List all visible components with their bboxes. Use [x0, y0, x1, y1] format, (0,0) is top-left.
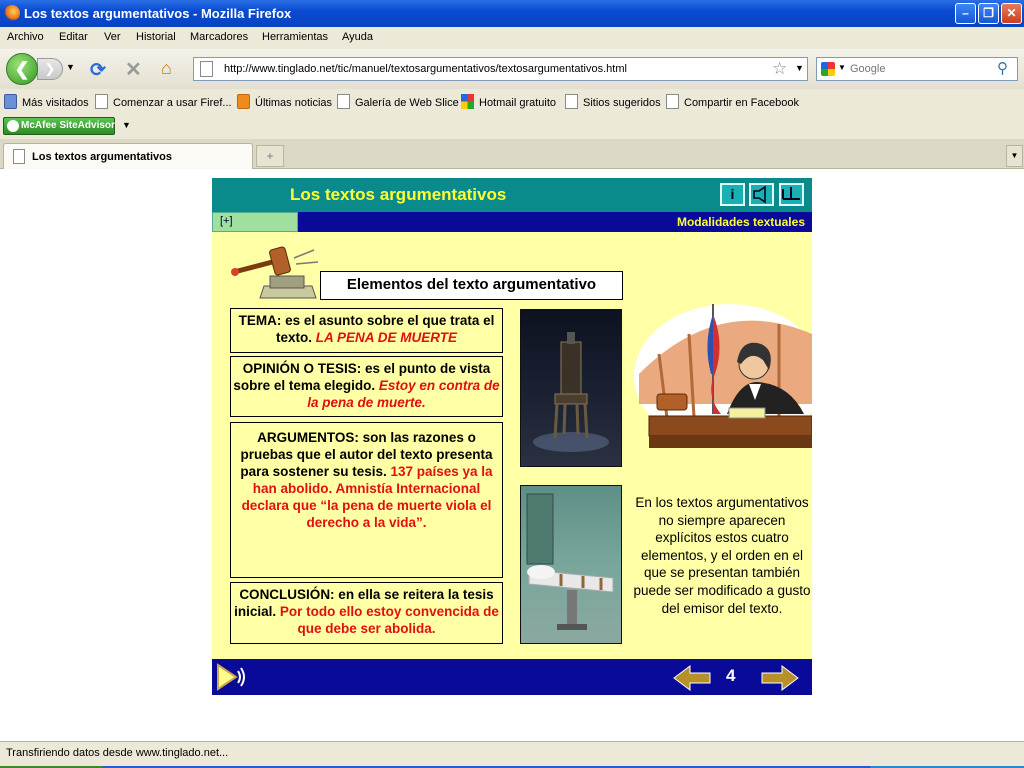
- bookmark-compartir-facebook[interactable]: Compartir en Facebook: [666, 94, 799, 109]
- gavel-icon: [230, 242, 322, 302]
- stop-icon[interactable]: ✕: [125, 59, 142, 81]
- tesis-box: [230, 356, 503, 417]
- page-icon: [200, 61, 213, 77]
- page-icon: [13, 149, 25, 164]
- argumentos-box: [230, 422, 503, 578]
- conclusion-box: [230, 582, 503, 644]
- slide-subtitle: Modalidades textuales: [676, 215, 805, 229]
- argumentos-text: ARGUMENTOS: son las razones o pruebas que el autor del texto presenta para sostener su tesis.: [240, 430, 493, 479]
- mcafee-toolbar: [0, 114, 1024, 139]
- next-arrow-button[interactable]: [760, 664, 800, 692]
- slide-header: [212, 178, 812, 212]
- tema-box: [230, 308, 503, 353]
- bookmark-hotmail[interactable]: Hotmail gratuito: [461, 94, 556, 109]
- slide-subbar: [212, 212, 812, 232]
- slide: [212, 178, 812, 695]
- url-text[interactable]: http://www.tinglado.net/tic/manuel/textosargumentativos/textosargumentativos.html: [224, 63, 627, 75]
- electric-chair-photo: [520, 309, 622, 467]
- expand-button[interactable]: [+]: [212, 212, 298, 232]
- web-content: [0, 170, 1024, 741]
- status-bar: [0, 741, 1024, 768]
- firefox-icon: [4, 5, 20, 21]
- index-icon: [781, 185, 802, 204]
- page-icon: [565, 94, 578, 109]
- search-icon[interactable]: ⚲: [997, 60, 1008, 77]
- folder-icon: [4, 94, 17, 109]
- check-icon: [7, 120, 19, 132]
- bookmark-ultimas-noticias[interactable]: Últimas noticias: [237, 94, 332, 109]
- bookmark-galeria-web-slice[interactable]: Galería de Web Slice: [337, 94, 459, 109]
- tab-bar: [0, 139, 1024, 169]
- menu-ver[interactable]: Ver: [104, 31, 121, 43]
- mcafee-siteadvisor-button[interactable]: McAfee SiteAdvisor: [3, 117, 115, 135]
- page-number: 4: [726, 666, 736, 685]
- argumentos-example: 137 países ya la han abolido. Amnistía Internacional declara que “la pena de muerte viola el derecho a la vida”.: [241, 464, 493, 530]
- search-box[interactable]: [816, 57, 1018, 81]
- close-button[interactable]: ✕: [1001, 3, 1022, 24]
- url-dropdown-icon[interactable]: ▼: [795, 63, 804, 73]
- judge-illustration: [629, 304, 812, 469]
- bookmark-mas-visitados[interactable]: Más visitados: [4, 94, 89, 109]
- forward-button[interactable]: ❯: [37, 58, 63, 80]
- status-text: Transfiriendo datos desde www.tinglado.net...: [6, 747, 229, 759]
- tesis-example: Estoy en contra de la pena de muerte.: [307, 378, 500, 410]
- slide-title: Los textos argumentativos: [290, 185, 507, 204]
- index-button[interactable]: [779, 183, 804, 206]
- history-dropdown-icon[interactable]: ▼: [66, 62, 75, 72]
- window-title: Los textos argumentativos - Mozilla Firefox: [24, 6, 292, 21]
- speaker-button[interactable]: [749, 183, 774, 206]
- info-button[interactable]: i: [720, 183, 745, 206]
- search-engine-dropdown-icon[interactable]: ▼: [838, 63, 846, 72]
- bookmark-star-icon[interactable]: ☆: [772, 59, 788, 78]
- menu-herramientas[interactable]: Herramientas: [262, 31, 329, 43]
- menu-editar[interactable]: Editar: [59, 31, 88, 43]
- slide-footer: [212, 659, 812, 695]
- bookmark-sitios-sugeridos[interactable]: Sitios sugeridos: [565, 94, 661, 109]
- tab-list-dropdown-icon[interactable]: ▼: [1006, 145, 1023, 167]
- minimize-button[interactable]: –: [955, 3, 976, 24]
- page-icon: [337, 94, 350, 109]
- navigation-toolbar: [0, 49, 1024, 89]
- menu-ayuda[interactable]: Ayuda: [342, 31, 373, 43]
- new-tab-button[interactable]: +: [256, 145, 284, 167]
- conclusion-example: Por todo ello estoy convencida de que debe ser abolida.: [279, 604, 499, 636]
- conclusion-text: CONCLUSIÓN: en ella se reitera la tesis inicial.: [234, 587, 494, 619]
- address-bar[interactable]: [193, 57, 808, 81]
- search-input[interactable]: [850, 61, 990, 77]
- tesis-text: OPINIÓN O TESIS: es el punto de vista sobre el tema elegido.: [233, 361, 491, 393]
- execution-bed-photo: [520, 485, 622, 644]
- menu-marcadores[interactable]: Marcadores: [190, 31, 249, 43]
- menu-historial[interactable]: Historial: [136, 31, 176, 43]
- maximize-button[interactable]: ❐: [978, 3, 999, 24]
- google-icon[interactable]: [821, 62, 835, 76]
- page-icon: [95, 94, 108, 109]
- window-titlebar: [0, 0, 1024, 27]
- menu-bar: [0, 27, 1024, 49]
- page-icon: [666, 94, 679, 109]
- previous-arrow-button[interactable]: [672, 664, 712, 692]
- rss-icon: [237, 94, 250, 109]
- menu-archivo[interactable]: Archivo: [7, 31, 44, 43]
- bookmark-comenzar[interactable]: Comenzar a usar Firef...: [95, 94, 232, 109]
- bookmarks-toolbar: [0, 89, 1024, 114]
- audio-play-button[interactable]: [215, 663, 247, 691]
- tema-text: TEMA: es el asunto sobre el que trata el texto.: [238, 313, 495, 345]
- note-text: En los textos argumentativos no siempre aparecen explícitos estos cuatro elementos, y el orden en el que se presentan también puede ser modificado a gusto del emisor del texto.: [633, 495, 811, 616]
- back-button[interactable]: ❮: [6, 53, 38, 85]
- tema-example: LA PENA DE MUERTE: [315, 330, 458, 345]
- tab-los-textos-argumentativos[interactable]: Los textos argumentativos: [3, 143, 253, 169]
- section-heading: Elementos del texto argumentativo: [320, 271, 623, 300]
- home-icon[interactable]: ⌂: [161, 58, 172, 78]
- reload-icon[interactable]: ⟳: [90, 60, 106, 81]
- mcafee-dropdown-icon[interactable]: ▼: [122, 120, 131, 130]
- speaker-icon: [751, 185, 772, 204]
- windows-icon: [461, 94, 474, 109]
